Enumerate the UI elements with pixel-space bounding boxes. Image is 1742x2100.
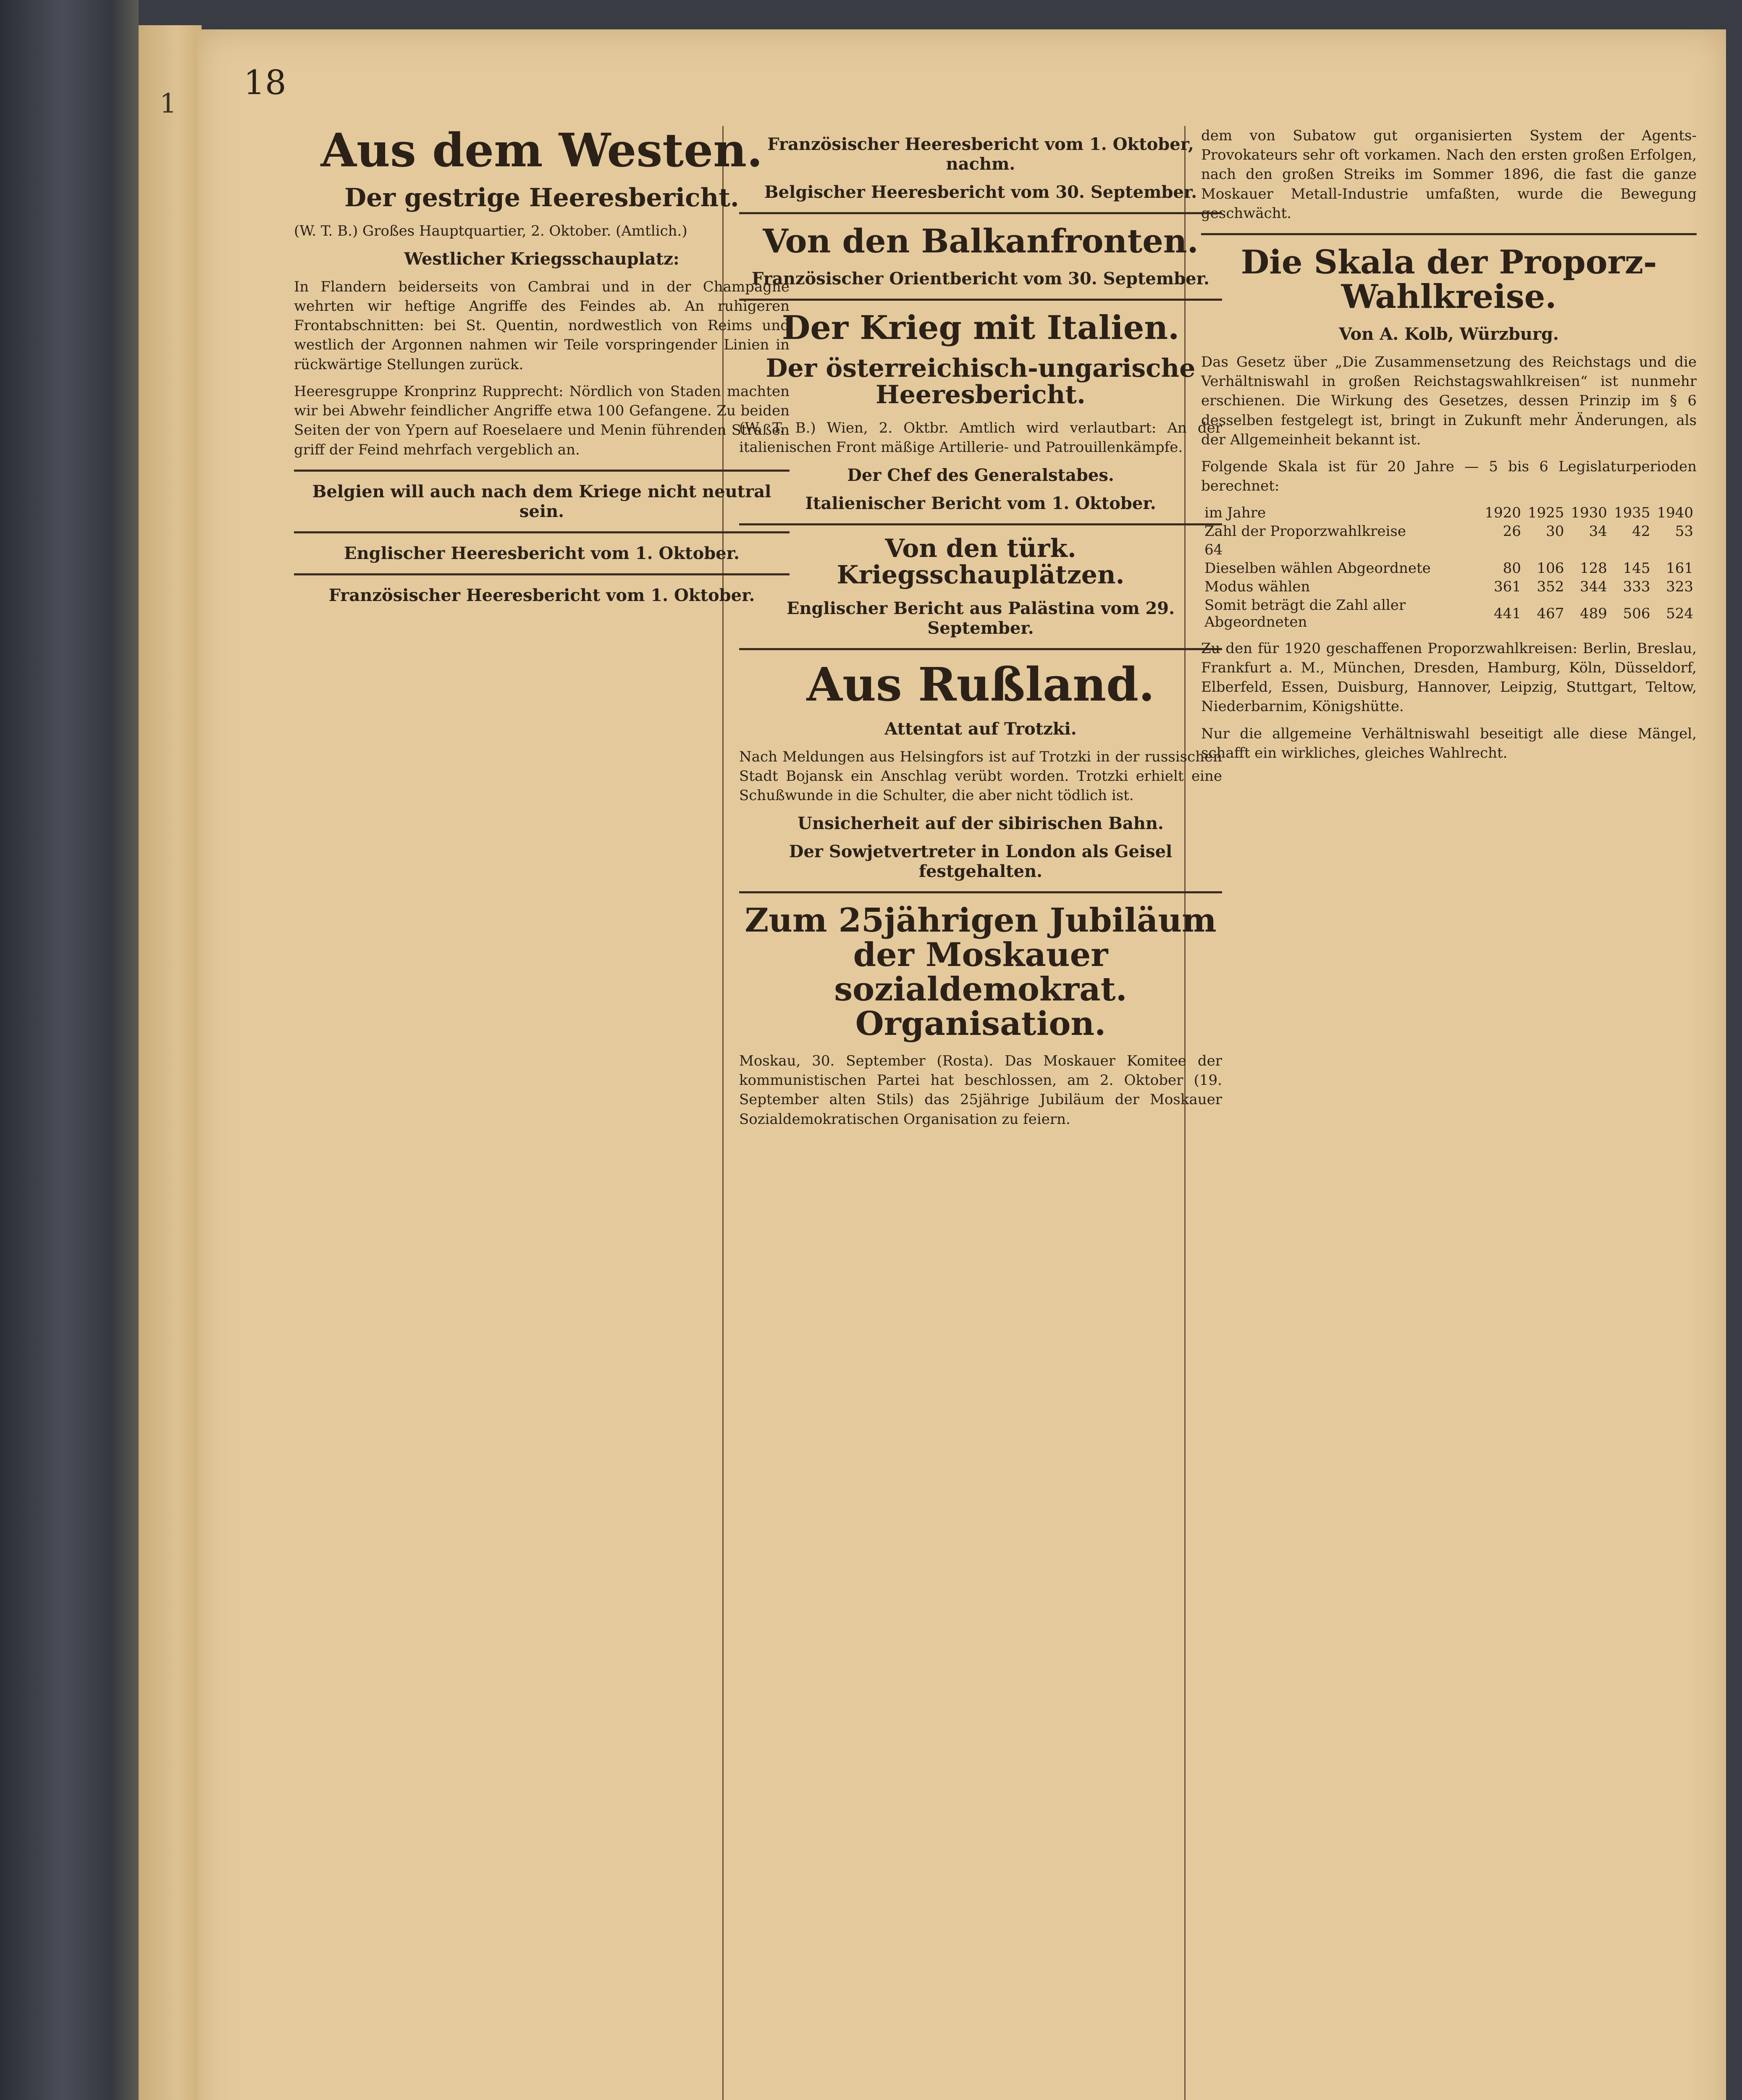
table-cell: 506 (1623, 605, 1650, 622)
article-title: Aus Rußland. (806, 657, 1155, 712)
divider (294, 573, 790, 575)
table-cell: 352 (1537, 578, 1564, 595)
page-number: 18 (244, 63, 286, 102)
table-header: 1935 (1613, 504, 1650, 521)
article-title: Zum 25jährigen Jubiläum der Moskauer sozialdemokrat. Organisation. (745, 901, 1217, 1043)
paragraph: Das Gesetz über „Die Zusammensetzung des Reichstags und die Verhältniswahl in großen Reichstagswahlkreisen“ ist nunmehr erschienen. Die Wirkung des Gesetzes, dessen Prinzip im § 6 desselben festgelegt ist, bringt in Zukunft mehr Änderungen, als der Allgemeinheit bekannt ist. (1201, 353, 1697, 448)
table-cell: 106 (1537, 559, 1564, 577)
table-cell: 34 (1589, 522, 1607, 540)
paragraph: Heeresgruppe Kronprinz Rupprecht: Nördlich von Staden machten wir bei Abwehr feindlicher Angriffe etwa 100 Gefangene. Zu beiden Seiten der von Ypern auf Roeselaere und Menin führenden Straßen griff der Feind mehrfach vergeblich an. (294, 383, 790, 458)
article-subtitle: Der gestrige Heeresbericht. (344, 183, 739, 213)
table-cell: 441 (1493, 605, 1521, 622)
newspaper-page (160, 29, 1726, 2100)
table-cell: 161 (1666, 559, 1693, 577)
paragraph: In Flandern beiderseits von Cambrai und in der Champagne wehrten wir heftige Angriffe des Feindes ab. An ruhigeren Frontabschnitten: bei St. Quentin, nordwestlich von Reims und westlich der Argonnen nahmen wir Teile vorspringender Linien in rückwärtige Stellungen zurück. (294, 278, 790, 373)
paragraph: Folgende Skala ist für 20 Jahre — 5 bis 6 Legislaturperioden berechnet: (1201, 458, 1697, 495)
section-heading: Attentat auf Trotzki. (884, 719, 1077, 739)
table-cell: 467 (1537, 605, 1564, 622)
section-heading: Belgischer Heeresbericht vom 30. September. (764, 182, 1197, 202)
section-heading: Englischer Bericht aus Palästina vom 29. September. (786, 598, 1175, 638)
table-cell: 524 (1666, 605, 1693, 622)
section-heading: Englischer Heeresbericht vom 1. Oktober. (344, 543, 740, 563)
table-header: im Jahre (1204, 504, 1266, 521)
table-cell: 361 (1493, 578, 1521, 595)
row-label: Dieselben wählen Abgeordnete (1204, 559, 1431, 577)
author-line: Von A. Kolb, Würzburg. (1339, 324, 1559, 344)
table-row (1201, 578, 1697, 596)
section-heading: Französischer Orientbericht vom 30. September. (752, 268, 1209, 289)
signature: Der Chef des Generalstabes. (847, 465, 1114, 486)
row-label: Somit beträgt die Zahl aller Abgeordneten (1204, 596, 1406, 630)
section-heading: Belgien will auch nach dem Kriege nicht neutral sein. (312, 481, 771, 521)
table-cell: 344 (1580, 578, 1607, 595)
article-title: Von den Balkanfronten. (763, 222, 1199, 260)
paragraph: (W. T. B.) Wien, 2. Oktbr. Amtlich wird verlautbart: An der italienischen Front mäßige Artillerie- und Patrouillenkämpfe. (739, 419, 1222, 456)
table-cell: 128 (1580, 559, 1607, 577)
column-3 (1201, 126, 1697, 770)
table-header-row (1201, 504, 1697, 522)
divider (739, 523, 1222, 525)
divider (294, 470, 790, 472)
table-cell: 42 (1632, 522, 1650, 540)
paragraph: dem von Subatow gut organisierten System der Agents-Provokateurs sehr oft vorkamen. Nach den ersten großen Erfolgen, nach den großen Streiks im Sommer 1896, die fast die ganze Moskauer Metall-Industrie umfaßten, wurde die Bewegung geschwächt. (1201, 127, 1697, 222)
table-header: 1925 (1527, 504, 1564, 521)
paragraph: Zu den für 1920 geschaffenen Proporzwahlkreisen: Berlin, Breslau, Frankfurt a. M., München, Dresden, Hamburg, Köln, Düsseldorf, Elberfeld, Essen, Duisburg, Hannover, Leipzig, Stuttgart, Teltow, Niederbarnim, Königshütte. (1201, 640, 1697, 715)
divider (739, 648, 1222, 650)
table-row (1201, 522, 1697, 541)
table-header: 1920 (1485, 504, 1521, 521)
article-title: Der Krieg mit Italien. (782, 308, 1180, 347)
table-header: 1940 (1657, 504, 1693, 521)
divider (739, 891, 1222, 893)
table-row (1201, 559, 1697, 578)
table-cell: 30 (1546, 522, 1564, 540)
section-heading: Westlicher Kriegsschauplatz: (404, 249, 679, 269)
paragraph: Nur die allgemeine Verhältniswahl beseitigt alle diese Mängel, schafft ein wirkliches, gleiches Wahlrecht. (1201, 725, 1697, 761)
divider (739, 299, 1222, 301)
table-cell (1481, 541, 1697, 559)
proporz-scale-table (1201, 504, 1697, 631)
table-cell: 145 (1623, 559, 1650, 577)
divider (739, 212, 1222, 214)
article-title: Die Skala der Proporz-Wahlkreise. (1241, 243, 1657, 316)
section-heading: Italienischer Bericht vom 1. Oktober. (805, 494, 1156, 514)
column-1 (294, 123, 790, 614)
table-cell: 53 (1675, 522, 1693, 540)
article-title: Aus dem Westen. (320, 123, 763, 177)
table-cell: 80 (1503, 559, 1521, 577)
section-heading: Französischer Heeresbericht vom 1. Oktober, nachm. (767, 134, 1194, 174)
page-edges (139, 25, 202, 2100)
column-2 (739, 126, 1222, 1137)
dateline: (W. T. B.) Großes Hauptquartier, 2. Oktober. (Amtlich.) (294, 222, 687, 239)
paragraph: Nach Meldungen aus Helsingfors ist auf Trotzki in der russischen Stadt Bojansk ein Anschlag verübt worden. Trotzki erhielt eine Schußwunde in die Schulter, die aber nicht tödlich ist. (739, 748, 1222, 804)
section-heading: Französischer Heeresbericht vom 1. Oktober. (328, 585, 755, 605)
article-title: Von den türk. Kriegsschauplätzen. (837, 534, 1125, 590)
table-row (1201, 541, 1697, 559)
table-cell: 489 (1580, 605, 1607, 622)
divider (1201, 233, 1697, 235)
divider (294, 531, 790, 533)
section-heading: Der Sowjetvertreter in London als Geisel festgehalten. (789, 842, 1173, 882)
corner-mark: 1 (160, 88, 177, 119)
book-binding (0, 0, 139, 2100)
paragraph: Moskau, 30. September (Rosta). Das Moskauer Komitee der kommunistischen Partei hat beschlossen, am 2. Oktober (19. September alten Stils) das 25jährige Jubiläum der Moskauer Sozialdemokratischen Organisation zu feiern. (739, 1053, 1222, 1128)
section-heading: Unsicherheit auf der sibirischen Bahn. (798, 814, 1164, 834)
row-label: 64 (1204, 541, 1223, 558)
table-row (1201, 596, 1697, 631)
row-label: Zahl der Proporzwahlkreise (1204, 522, 1406, 540)
row-label: Modus wählen (1204, 578, 1310, 595)
table-cell: 323 (1666, 578, 1693, 595)
table-cell: 26 (1503, 522, 1521, 540)
table-header: 1930 (1571, 504, 1607, 521)
table-cell: 333 (1623, 578, 1650, 595)
article-subtitle: Der österreichisch-ungarische Heeresbericht. (766, 353, 1196, 410)
